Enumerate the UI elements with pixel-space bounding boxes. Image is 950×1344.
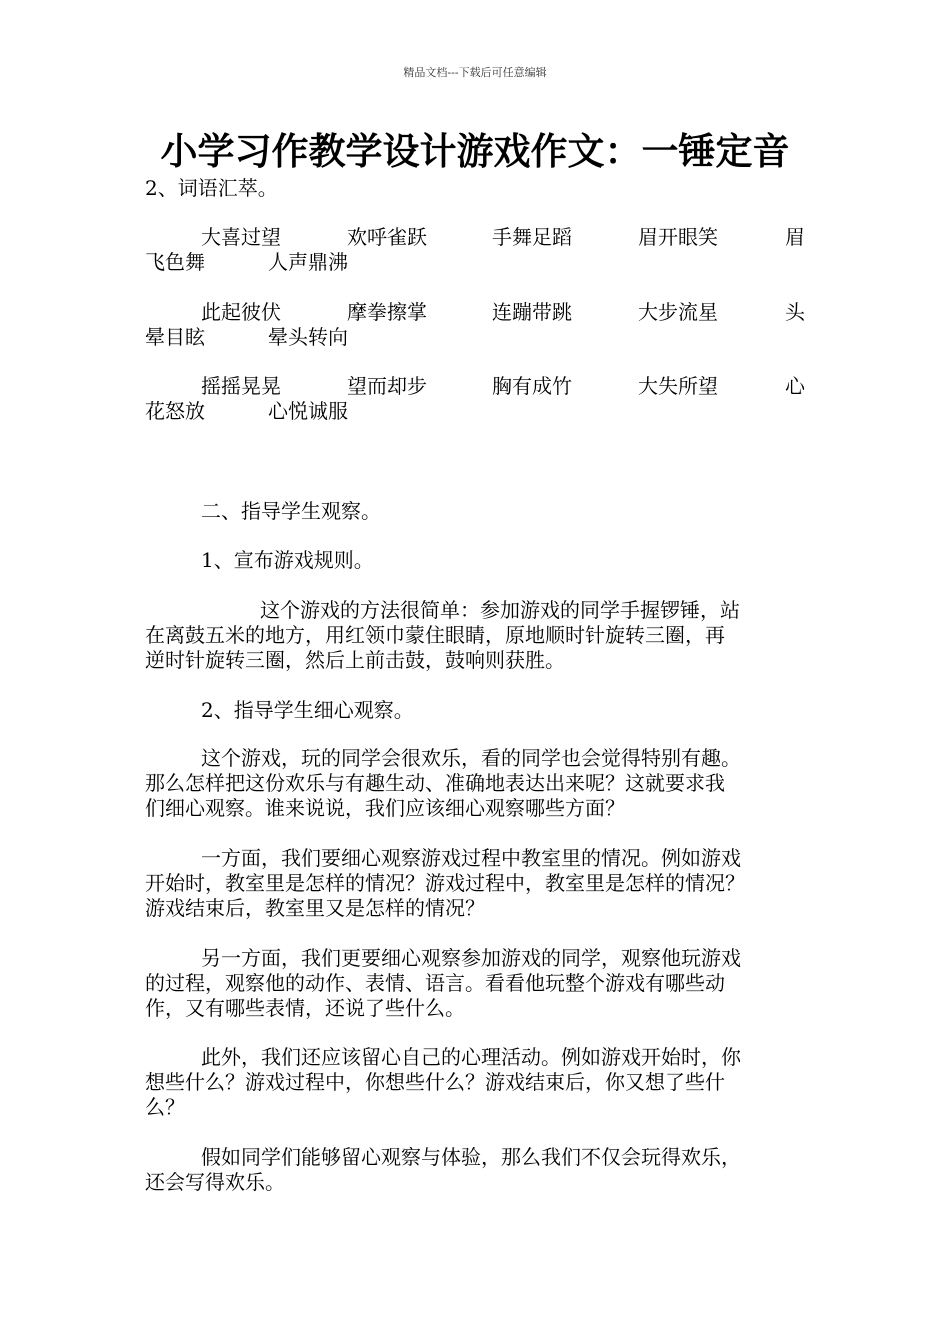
page-header-note: 精品文档---下载后可任意编辑 bbox=[403, 66, 547, 79]
vocab-row bbox=[145, 300, 805, 325]
vocab-word: 大步流星 bbox=[638, 300, 718, 324]
vocab-row bbox=[145, 225, 805, 250]
vocab-word: 飞色舞 bbox=[145, 250, 205, 274]
paragraph-line: 么？ bbox=[145, 1095, 185, 1119]
document-title: 小学习作教学设计游戏作文：一锤定音 bbox=[160, 129, 790, 173]
paragraph-line: 还会写得欢乐。 bbox=[145, 1170, 285, 1194]
vocab-word: 晕头转向 bbox=[268, 325, 348, 349]
vocab-word: 眉开眼笑 bbox=[638, 225, 718, 249]
vocab-row bbox=[145, 374, 805, 399]
paragraph-line: 此外，我们还应该留心自己的心理活动。例如游戏开始时，你 bbox=[201, 1045, 741, 1069]
paragraph-line: 逆时针旋转三圈，然后上前击鼓，鼓响则获胜。 bbox=[145, 648, 565, 672]
paragraph-line: 开始时，教室里是怎样的情况？游戏过程中，教室里是怎样的情况？ bbox=[145, 871, 745, 895]
vocab-word: 连蹦带跳 bbox=[492, 300, 572, 324]
paragraph-line: 假如同学们能够留心观察与体验，那么我们不仅会玩得欢乐， bbox=[201, 1145, 741, 1169]
subheading-game-rules: 1、宣布游戏规则。 bbox=[201, 548, 374, 572]
paragraph-line: 这个游戏的方法很简单：参加游戏的同学手握锣锤，站 bbox=[260, 598, 740, 622]
paragraph-line: 游戏结束后，教室里又是怎样的情况？ bbox=[145, 896, 485, 920]
paragraph-line: 在离鼓五米的地方，用红领巾蒙住眼睛，原地顺时针旋转三圈，再 bbox=[145, 623, 725, 647]
vocab-word: 花怒放 bbox=[145, 399, 205, 423]
paragraph-line: 一方面，我们要细心观察游戏过程中教室里的情况。例如游戏 bbox=[201, 846, 741, 870]
vocab-word: 眉 bbox=[785, 225, 805, 249]
paragraph-line: 那么怎样把这份欢乐与有趣生动、准确地表达出来呢？这就要求我 bbox=[145, 771, 725, 795]
section-heading-observation: 二、指导学生观察。 bbox=[201, 499, 381, 523]
vocab-row-continuation bbox=[145, 399, 805, 424]
vocab-word: 心悦诚服 bbox=[268, 399, 348, 423]
vocab-word: 大喜过望 bbox=[201, 225, 281, 249]
vocab-word: 人声鼎沸 bbox=[268, 250, 348, 274]
vocab-word: 摩拳擦掌 bbox=[347, 300, 427, 324]
vocab-word: 大失所望 bbox=[638, 374, 718, 398]
vocab-word: 欢呼雀跃 bbox=[347, 225, 427, 249]
vocab-word: 望而却步 bbox=[347, 374, 427, 398]
paragraph-line: 想些什么？游戏过程中，你想些什么？游戏结束后，你又想了些什 bbox=[145, 1070, 725, 1094]
vocab-word: 晕目眩 bbox=[145, 325, 205, 349]
vocab-word: 此起彼伏 bbox=[201, 300, 281, 324]
vocab-word: 头 bbox=[785, 300, 805, 324]
vocab-row-continuation bbox=[145, 325, 805, 350]
paragraph-line: 的过程，观察他的动作、表情、语言。看看他玩整个游戏有哪些动 bbox=[145, 971, 725, 995]
subheading-careful-observation: 2、指导学生细心观察。 bbox=[201, 698, 414, 722]
paragraph-line: 们细心观察。谁来说说，我们应该细心观察哪些方面？ bbox=[145, 796, 625, 820]
vocab-word: 胸有成竹 bbox=[492, 374, 572, 398]
paragraph-line: 作，又有哪些表情，还说了些什么。 bbox=[145, 996, 465, 1020]
paragraph-line: 另一方面，我们更要细心观察参加游戏的同学，观察他玩游戏 bbox=[201, 946, 741, 970]
vocab-row-continuation bbox=[145, 250, 805, 275]
section-heading-vocabulary: 2、词语汇萃。 bbox=[145, 176, 278, 200]
vocab-word: 手舞足蹈 bbox=[492, 225, 572, 249]
vocab-word: 心 bbox=[785, 374, 805, 398]
paragraph-line: 这个游戏，玩的同学会很欢乐，看的同学也会觉得特别有趣。 bbox=[201, 746, 741, 770]
vocab-word: 摇摇晃晃 bbox=[201, 374, 281, 398]
